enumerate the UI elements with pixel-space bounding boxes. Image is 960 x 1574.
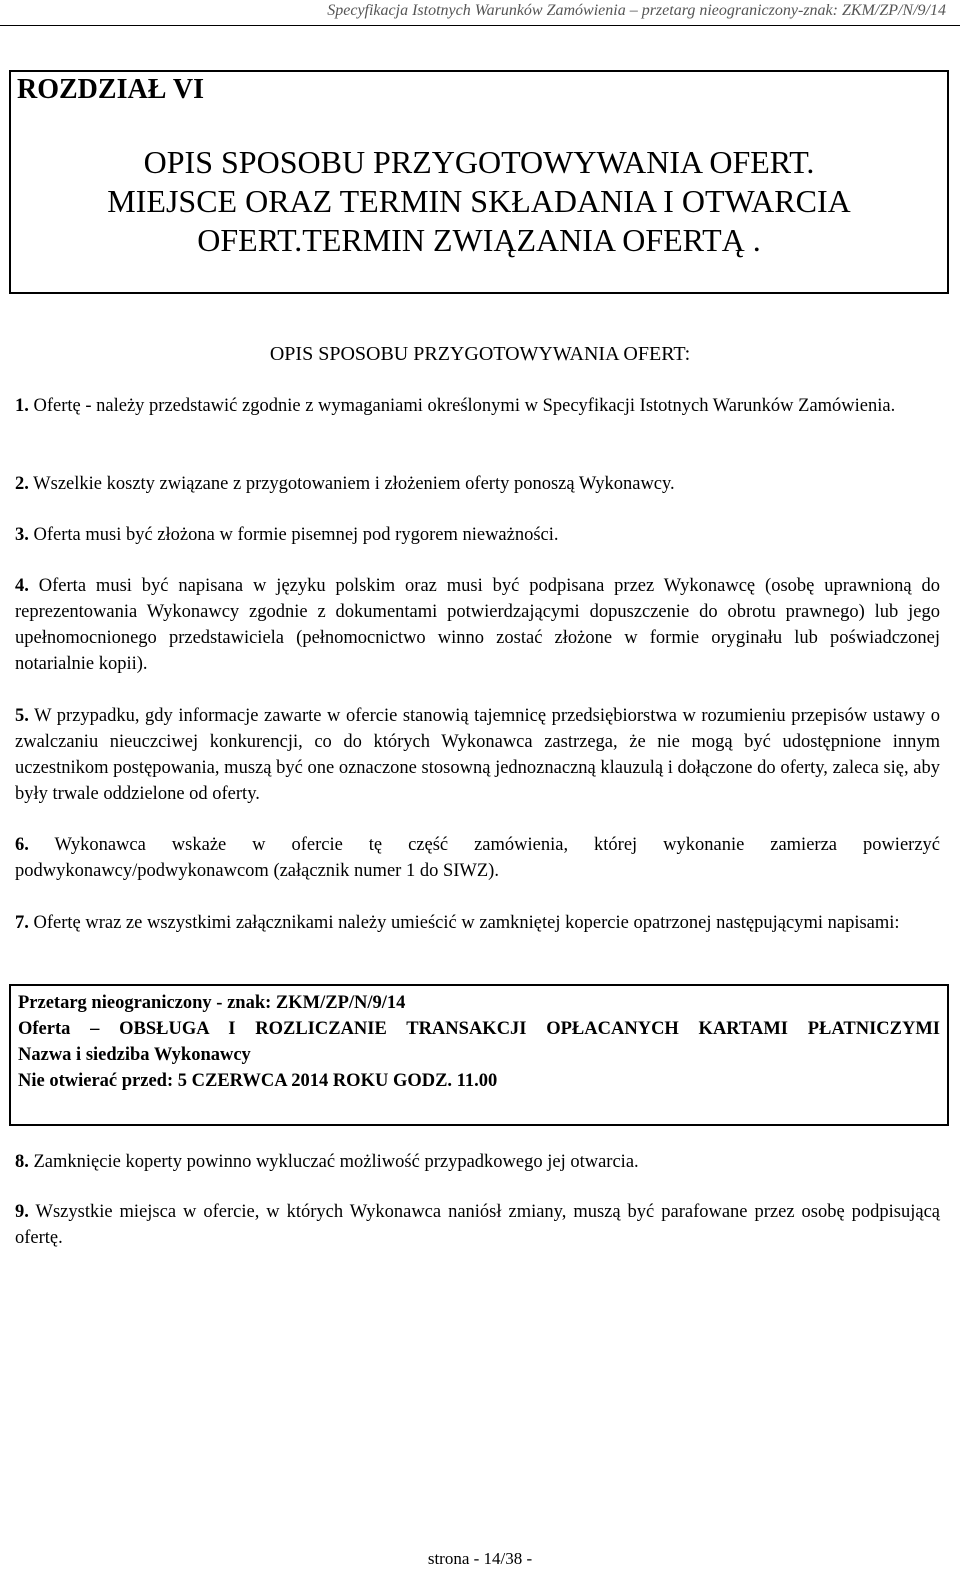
item-text: Oferta musi być napisana w języku polskim oraz musi być podpisana przez Wykonawcę (osobę uprawnioną do reprezentowania Wykonawcy zgodnie z dokumentami potwierdzającymi dopuszczenie do obrotu prawnego) lub jego upełnomocnionego przedstawiciela (pełnomocnictwo winno zostać złożone w formie oryginału lub poświadczonej notarialnie kopii). [15,576,940,674]
page-number: strona - 14/38 - [427,1549,533,1568]
item-text: Zamknięcie koperty powinno wykluczać możliwość przypadkowego jej otwarcia. [33,1152,639,1172]
item-number: 8. [15,1152,29,1172]
item-text: Wszelkie koszty związane z przygotowaniem i złożeniem oferty ponoszą Wykonawcy. [33,474,675,494]
list-item-1 [15,393,940,419]
list-item-6 [15,832,940,884]
running-header [0,0,960,26]
item-number: 6. [15,835,29,855]
envelope-tender-ref: Przetarg nieograniczony - znak: ZKM/ZP/N/9/14 [18,993,406,1013]
item-text: Wykonawca wskaże w ofercie tę część zamówienia, której wykonanie zamierza powierzyć podwykonawcy/podwykonawcom (załącznik numer 1 do SIWZ). [15,835,940,881]
chapter-title-line-2: MIEJSCE ORAZ TERMIN SKŁADANIA I OTWARCIA [107,183,851,219]
item-text: Wszystkie miejsca w ofercie, w których Wykonawca naniósł zmiany, muszą być parafowane przez osobę podpisującą ofertę. [15,1202,940,1248]
list-item-9 [15,1199,940,1251]
section-title: OPIS SPOSOBU PRZYGOTOWYWANIA OFERT: [269,343,691,365]
item-text: Ofertę - należy przedstawić zgodnie z wymaganiami określonymi w Specyfikacji Istotnych Warunków Zamówienia. [33,396,896,416]
item-text: W przypadku, gdy informacje zawarte w ofercie stanowią tajemnicę przedsiębiorstwa w rozumieniu przepisów ustawy o zwalczaniu nieuczciwej konkurencji, co do których Wykonawca zastrzega, że nie mogą być udostępnione innym uczestnikom postępowania, muszą być one oznaczone stosowną jednoznaczną klauzulą i dołączone do oferty, zaleca się, aby były trwale oddzielone od oferty. [15,706,940,804]
item-number: 1. [15,396,29,416]
list-item-3 [15,522,940,548]
list-item-5 [15,703,940,807]
item-number: 7. [15,913,29,933]
envelope-offer-title: Oferta – OBSŁUGA I ROZLICZANIE TRANSAKCJI OPŁACANYCH KARTAMI PŁATNICZYMI [18,1019,940,1039]
item-text: Oferta musi być złożona w formie pisemnej pod rygorem nieważności. [33,525,559,545]
chapter-title-line-3: OFERT.TERMIN ZWIĄZANIA OFERTĄ . [197,222,761,258]
list-item-7 [15,910,940,936]
list-item-4 [15,573,940,677]
running-header-text: Specyfikacja Istotnych Warunków Zamówienia – przetarg nieograniczony-znak: ZKM/ZP/N/9/14 [327,2,946,19]
item-number: 3. [15,525,29,545]
item-number: 9. [15,1202,29,1222]
chapter-title [11,143,947,260]
envelope-label-box [9,984,949,1126]
item-text: Ofertę wraz ze wszystkimi załącznikami należy umieścić w zamkniętej kopercie opatrzonej następującymi napisami: [33,913,900,933]
item-number: 5. [15,706,29,726]
envelope-contractor-name: Nazwa i siedziba Wykonawcy [18,1045,251,1065]
item-number: 4. [15,576,29,596]
envelope-open-date: Nie otwierać przed: 5 CZERWCA 2014 ROKU GODZ. 11.00 [18,1071,498,1091]
chapter-title-line-1: OPIS SPOSOBU PRZYGOTOWYWANIA OFERT. [143,144,815,180]
chapter-heading-box [9,70,949,294]
list-item-8 [15,1149,940,1175]
item-number: 2. [15,474,29,494]
list-item-2 [15,471,940,497]
chapter-label: ROZDZIAŁ VI [17,74,204,105]
